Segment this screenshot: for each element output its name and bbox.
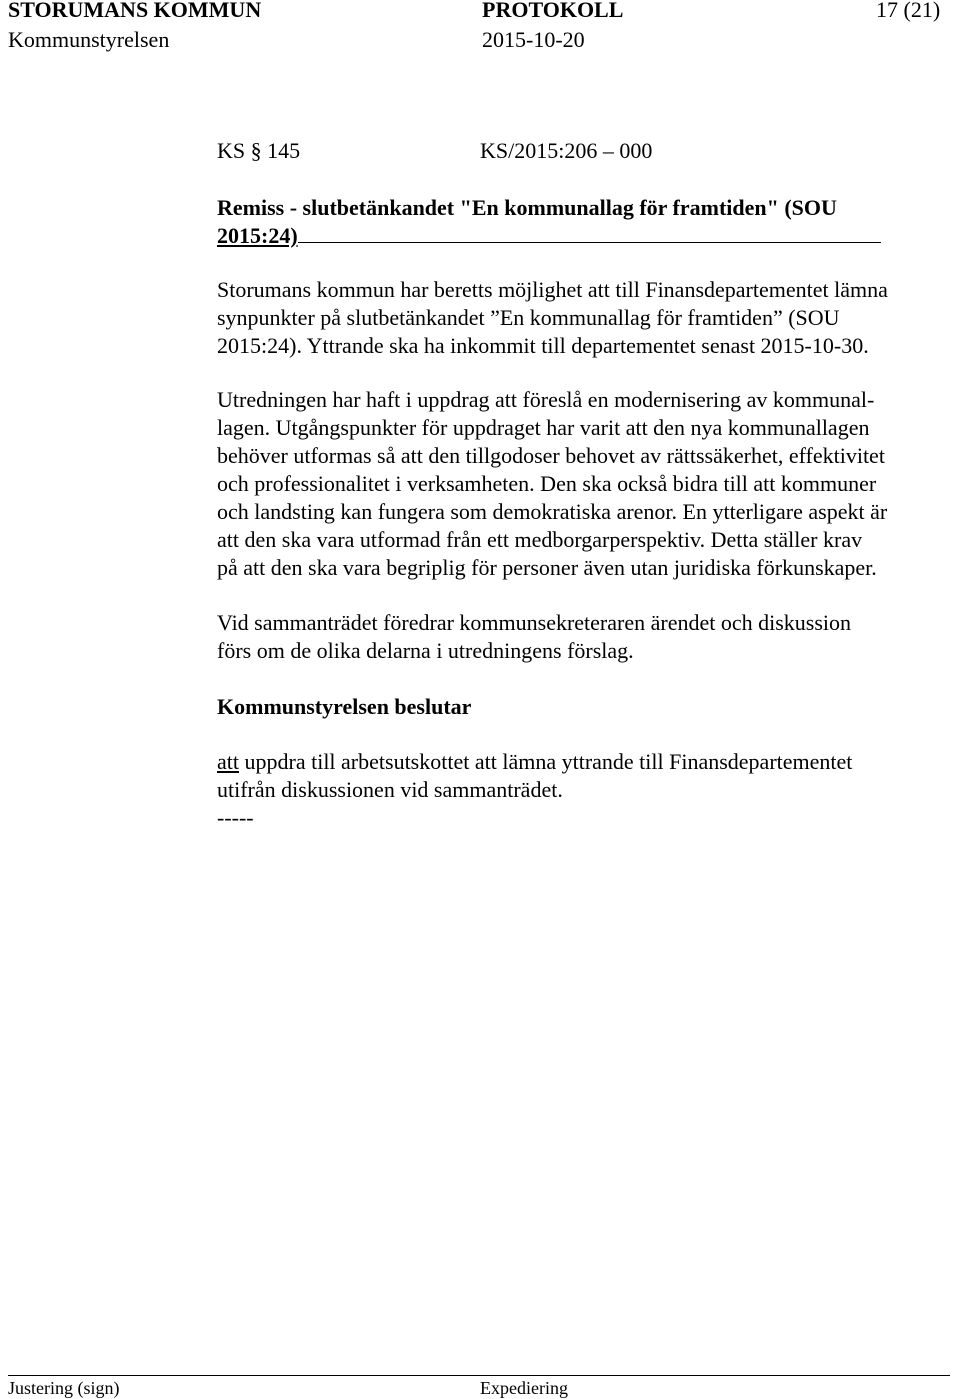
paragraph-meeting (217, 609, 957, 665)
case-title-line-1: Remiss - slutbetänkandet "En kommunallag för framtiden" (SOU (217, 195, 837, 220)
paragraph-line: på att den ska vara begriplig för personer även utan juridiska förkunskaper. (217, 555, 877, 580)
paragraph-line: 2015:24). Yttrande ska ha inkommit till departementet senast 2015-10-30. (217, 333, 869, 358)
header-doc-type: PROTOKOLL (482, 0, 624, 22)
header-date: 2015-10-20 (482, 27, 585, 52)
case-number: KS § 145 (217, 138, 301, 163)
footer-signature-label: Justering (sign) (8, 1378, 120, 1398)
paragraph-line: förs om de olika delarna i utredningens förslag. (217, 638, 634, 663)
paragraph-line: behöver utformas så att den tillgodoser behovet av rättssäkerhet, effektivitet (217, 443, 885, 468)
case-diary-number: KS/2015:206 – 000 (480, 138, 653, 163)
decision-att-keyword: att (217, 749, 239, 774)
case-title-line-2: 2015:24) (217, 223, 298, 248)
decision-line-2: utifrån diskussionen vid sammanträdet. (217, 777, 563, 802)
paragraph-line: och professionalitet i verksamheten. Den ska också bidra till att kommuner (217, 471, 877, 496)
case-title (217, 194, 957, 250)
decision-heading: Kommunstyrelsen beslutar (217, 694, 472, 719)
paragraph-investigation (217, 386, 957, 582)
footer-rule (8, 1375, 950, 1376)
header-org: STORUMANS KOMMUN (8, 0, 262, 22)
header-page-number: 17 (21) (876, 0, 941, 22)
title-underline-fill (298, 222, 881, 243)
footer-dispatch-label: Expediering (480, 1378, 568, 1398)
paragraph-line: Vid sammanträdet föredrar kommunsekreteraren ärendet och diskussion (217, 610, 852, 635)
decision-line-1: uppdra till arbetsutskottet att lämna yttrande till Finansdepartementet (239, 749, 853, 774)
paragraph-background (217, 276, 957, 360)
paragraph-line: Utredningen har haft i uppdrag att föreslå en modernisering av kommunal- (217, 387, 875, 412)
paragraph-line: Storumans kommun har beretts möjlighet att till Finansdepartementet lämna (217, 277, 888, 302)
decision-text (217, 748, 957, 832)
header-body: Kommunstyrelsen (8, 27, 170, 52)
paragraph-line: synpunkter på slutbetänkandet ”En kommunallag för framtiden” (SOU (217, 305, 840, 330)
paragraph-line: att den ska vara utformad från ett medborgarperspektiv. Detta ställer krav (217, 527, 863, 552)
paragraph-line: och landsting kan fungera som demokratiska arenor. En ytterligare aspekt är (217, 499, 888, 524)
paragraph-line: lagen. Utgångspunkter för uppdraget har varit att den nya kommunallagen (217, 415, 870, 440)
decision-end-marker: ----- (217, 805, 254, 830)
